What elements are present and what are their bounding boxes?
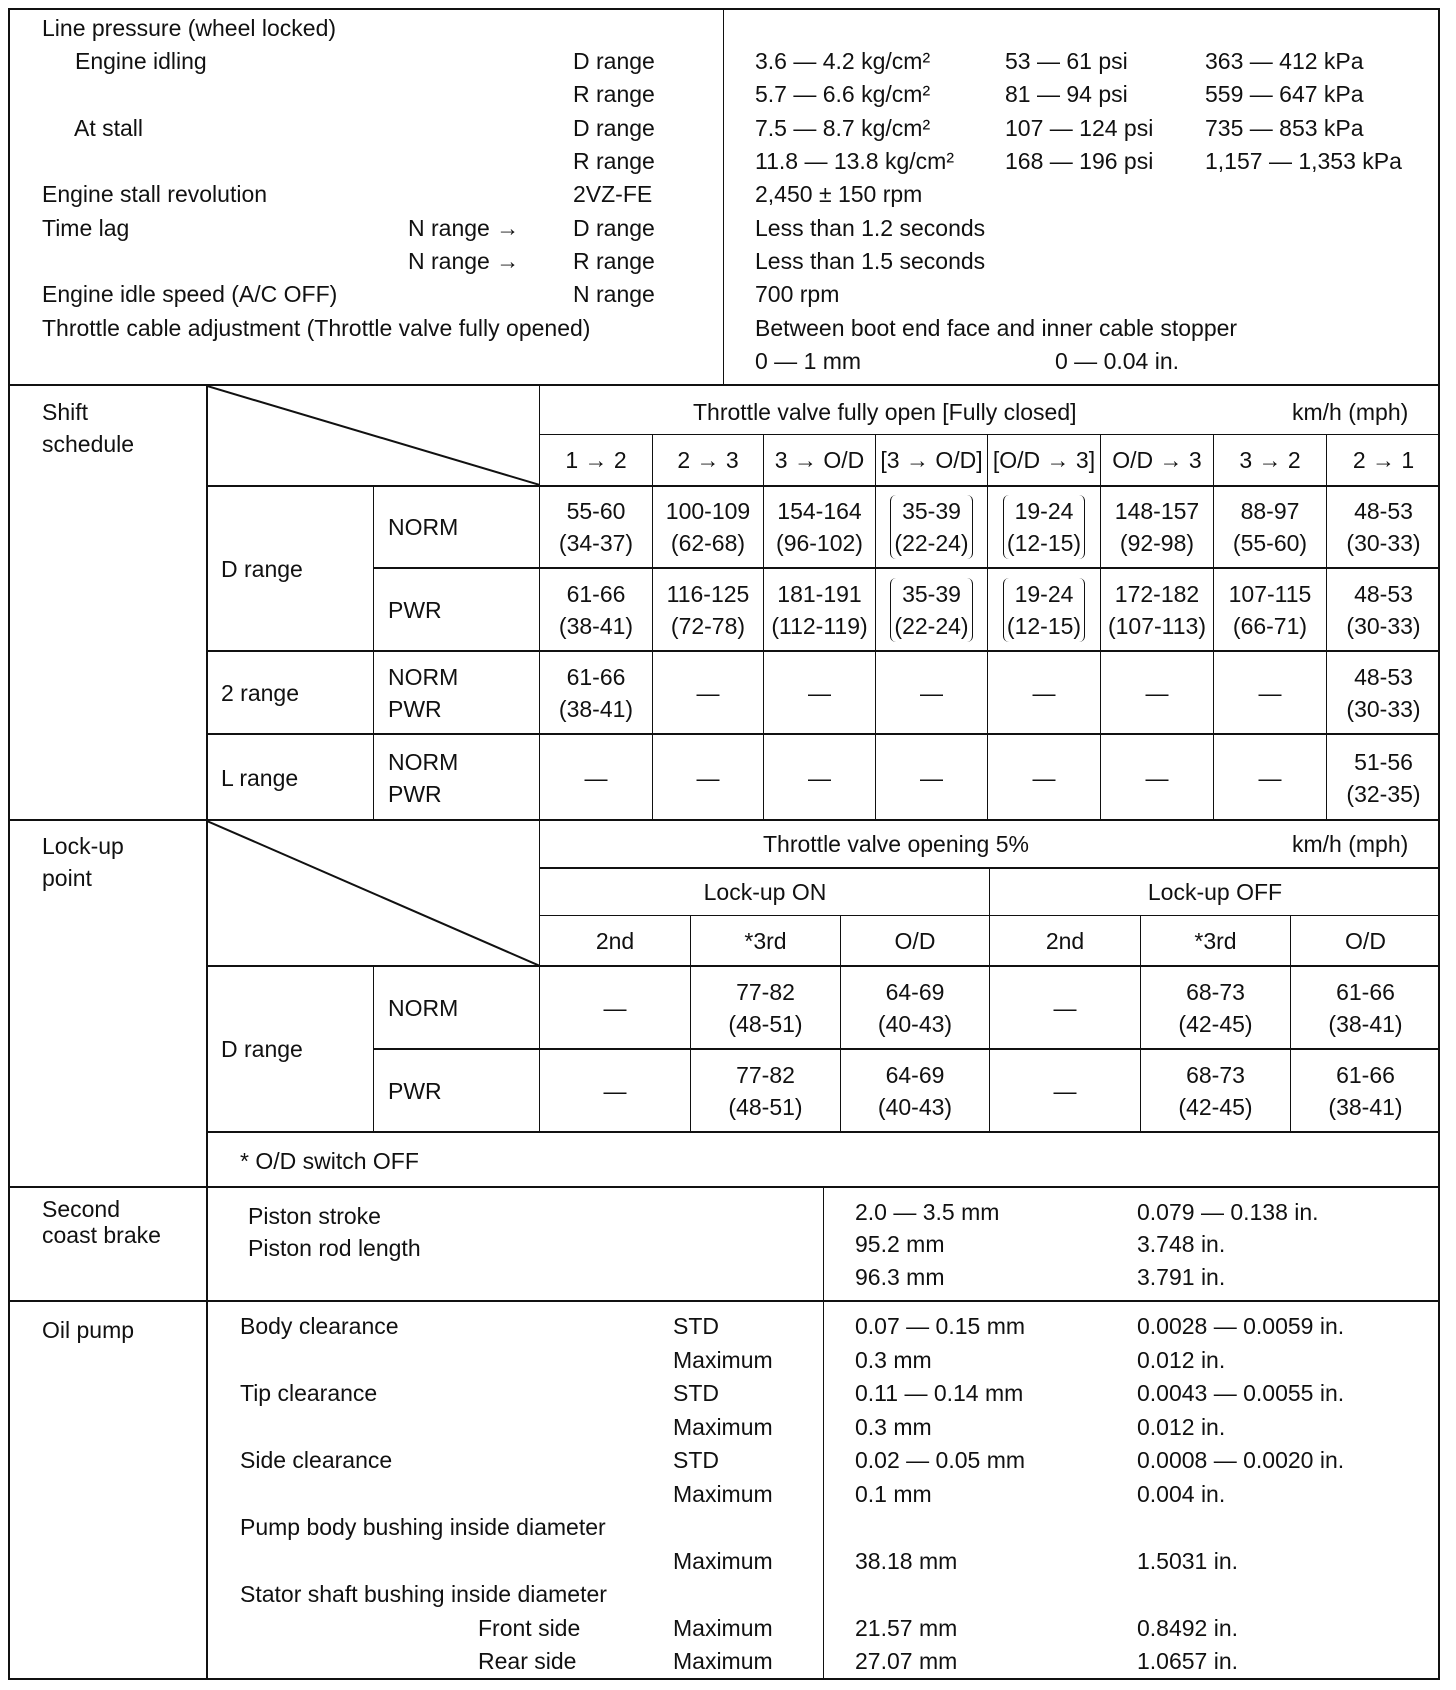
at-stall-label: At stall xyxy=(74,115,144,141)
value-in: 1.0657 in. xyxy=(1137,1648,1239,1674)
value-psi: 107 — 124 psi xyxy=(1005,115,1154,141)
lockup-cell xyxy=(990,967,1140,1048)
shift-cell xyxy=(988,735,1100,820)
lockup-cell xyxy=(691,967,840,1048)
value-kpa: 559 — 647 kPa xyxy=(1205,81,1364,107)
cond-label: R range xyxy=(573,248,655,274)
stall-rpm: 2,450 ± 150 rpm xyxy=(755,181,923,207)
value-psi: 168 — 196 psi xyxy=(1005,148,1154,174)
kmh-value: 64-69 xyxy=(885,1061,945,1088)
value-in: 0.8492 in. xyxy=(1137,1614,1239,1641)
range-label: D range xyxy=(221,1036,303,1062)
kmh-value: — xyxy=(808,764,831,791)
from-range: N range → xyxy=(408,248,520,274)
shift-cell xyxy=(1101,652,1213,733)
kmh-value: — xyxy=(1053,1077,1077,1104)
condition-label: Maximum xyxy=(673,1547,773,1574)
lockup-cell xyxy=(691,1050,840,1131)
spec-label: Body clearance xyxy=(240,1313,399,1339)
mode-label: PWR xyxy=(388,1077,442,1104)
kmh-value: — xyxy=(603,994,627,1021)
range-label: D range xyxy=(221,555,303,582)
mode-label: NORM xyxy=(388,994,459,1021)
shift-cell xyxy=(1101,569,1213,650)
mph-value: (48-51) xyxy=(728,1010,803,1037)
mph-value: (12-15) xyxy=(1006,530,1082,556)
condition-label: Maximum xyxy=(673,1413,773,1440)
kmh-value: 77-82 xyxy=(736,978,795,1005)
value-mm: 0.3 mm xyxy=(855,1346,932,1373)
sub-label: Rear side xyxy=(478,1648,577,1674)
shift-header: Throttle valve fully open [Fully closed] xyxy=(693,399,1077,425)
shift-cell xyxy=(876,735,987,820)
divider xyxy=(723,8,724,386)
shift-cell xyxy=(540,735,652,820)
kmh-value: 48-53 xyxy=(1354,580,1413,607)
kmh-value: 172-182 xyxy=(1114,580,1200,607)
value-kgcm2: 7.5 — 8.7 kg/cm² xyxy=(755,115,931,141)
mph-value: (32-35) xyxy=(1346,780,1421,807)
cable-in: 0 — 0.04 in. xyxy=(1055,348,1180,374)
column-header: 3 → O/D xyxy=(774,447,865,473)
mode-label: NORM xyxy=(388,514,459,540)
cond-label: D range xyxy=(573,115,655,141)
shift-cell xyxy=(540,652,652,733)
value-in: 0.0028 — 0.0059 in. xyxy=(1137,1313,1345,1339)
mph-value: (107-113) xyxy=(1107,612,1207,639)
point-label: point xyxy=(42,865,92,891)
column-header: 2 → 3 xyxy=(677,447,739,473)
kmh-value: — xyxy=(1053,994,1077,1021)
condition-label: STD xyxy=(673,1447,719,1473)
throttle-cable-label: Throttle cable adjustment (Throttle valve fully opened) xyxy=(42,315,591,341)
lockup-unit: km/h (mph) xyxy=(1292,831,1409,857)
column-header: 2nd xyxy=(1045,928,1085,954)
value-mm: 0.3 mm xyxy=(855,1413,932,1440)
shift-cell xyxy=(653,569,763,650)
shift-cell xyxy=(1327,735,1440,820)
kmh-value: — xyxy=(1145,764,1169,791)
column-header: [O/D → 3] xyxy=(992,447,1096,473)
cond-label: R range xyxy=(573,81,655,107)
shift-cell xyxy=(540,569,652,650)
kmh-value: — xyxy=(1258,679,1282,706)
footnote: * O/D switch OFF xyxy=(240,1148,419,1174)
mph-value: (30-33) xyxy=(1346,612,1421,639)
shift-cell xyxy=(876,569,987,650)
mph-value: (34-37) xyxy=(558,530,634,556)
cond-label: R range xyxy=(573,148,655,174)
shift-cell xyxy=(1101,487,1213,567)
kmh-value: 181-191 xyxy=(777,580,862,607)
value-mm: 0.02 — 0.05 mm xyxy=(855,1447,1026,1473)
condition-label: Maximum xyxy=(673,1648,773,1674)
lockup-cell xyxy=(540,1050,690,1131)
kmh-value: 77-82 xyxy=(736,1061,795,1088)
kmh-value: 116-125 xyxy=(666,580,750,607)
mode-label: NORM PWR xyxy=(388,663,459,722)
cond-label: N range xyxy=(573,281,655,307)
shift-cell xyxy=(876,487,987,567)
kmh-value: — xyxy=(920,764,943,791)
column-header: [3 → O/D] xyxy=(880,447,983,473)
value-in: 0.012 in. xyxy=(1137,1346,1226,1373)
time-lag-d: Less than 1.2 seconds xyxy=(755,215,986,241)
divider xyxy=(207,1131,1440,1133)
shift-cell xyxy=(1214,569,1326,650)
mph-value: (22-24) xyxy=(894,530,969,556)
shift-cell xyxy=(653,652,763,733)
value-in: 3.791 in. xyxy=(1137,1264,1226,1290)
kmh-value: 154-164 xyxy=(777,498,862,524)
value-psi: 53 — 61 psi xyxy=(1005,48,1128,74)
scb-label-2: coast brake xyxy=(42,1222,161,1248)
kmh-value: 19-24 xyxy=(1014,580,1074,607)
value-kpa: 1,157 — 1,353 kPa xyxy=(1205,148,1402,174)
shift-cell xyxy=(540,487,652,567)
shift-cell xyxy=(1101,735,1213,820)
shift-unit: km/h (mph) xyxy=(1292,399,1409,425)
group-lockup-on: Lock-up ON xyxy=(703,879,827,905)
kmh-value: 51-56 xyxy=(1354,748,1413,775)
lockup-cell xyxy=(841,1050,989,1131)
oil-pump-label: Oil pump xyxy=(42,1317,135,1343)
shift-cell xyxy=(1214,487,1326,567)
shift-cell xyxy=(1214,652,1326,733)
mph-value: (40-43) xyxy=(877,1010,953,1037)
lockup-cell xyxy=(841,967,989,1048)
kmh-value: 148-157 xyxy=(1114,498,1200,524)
value-in: 3.748 in. xyxy=(1137,1231,1226,1257)
kmh-value: — xyxy=(1032,679,1056,706)
value-psi: 81 — 94 psi xyxy=(1005,81,1128,107)
kmh-value: 61-66 xyxy=(1336,978,1395,1005)
spec-label: Side clearance xyxy=(240,1447,393,1473)
kmh-value: 100-109 xyxy=(665,498,751,524)
lockup-cell xyxy=(540,967,690,1048)
value-kpa: 363 — 412 kPa xyxy=(1205,48,1364,74)
mph-value: (66-71) xyxy=(1232,612,1308,639)
cond-label: D range xyxy=(573,215,655,241)
mph-value: (30-33) xyxy=(1346,530,1421,556)
mph-value: (42-45) xyxy=(1178,1093,1253,1120)
shift-cell xyxy=(764,652,875,733)
mph-value: (12-15) xyxy=(1006,612,1082,639)
engine-idling-label: Engine idling xyxy=(75,48,207,74)
mph-value: (48-51) xyxy=(728,1093,803,1120)
kmh-value: — xyxy=(696,679,720,706)
value-mm: 21.57 mm xyxy=(855,1614,958,1641)
divider xyxy=(206,1187,208,1680)
value-mm: 96.3 mm xyxy=(855,1264,945,1290)
cable-description: Between boot end face and inner cable stopper xyxy=(755,315,1238,341)
mph-value: (72-78) xyxy=(670,612,746,639)
column-header: *3rd xyxy=(744,928,787,954)
column-header: 2nd xyxy=(595,928,635,954)
kmh-value: 68-73 xyxy=(1186,1061,1245,1088)
column-header: O/D xyxy=(894,928,936,954)
piston-stroke-label: Piston stroke xyxy=(248,1203,381,1229)
column-header: O/D xyxy=(1345,928,1386,954)
mph-value: (112-119) xyxy=(771,612,868,639)
value-in: 1.5031 in. xyxy=(1137,1547,1239,1574)
time-lag-r: Less than 1.5 seconds xyxy=(755,248,986,274)
range-label: L range xyxy=(221,764,299,791)
kmh-value: 55-60 xyxy=(566,498,626,524)
value-in: 0.004 in. xyxy=(1137,1480,1226,1507)
lockup-cell xyxy=(1141,1050,1290,1131)
shift-cell xyxy=(988,487,1100,567)
column-header: 1 → 2 xyxy=(565,447,627,473)
mph-value: (62-68) xyxy=(670,530,746,556)
spec-label: Stator shaft bushing inside diameter xyxy=(240,1581,607,1607)
kmh-value: 61-66 xyxy=(1336,1061,1395,1088)
mph-value: (38-41) xyxy=(1328,1093,1403,1120)
from-range: N range → xyxy=(408,215,520,241)
value-in: 0.0043 — 0.0055 in. xyxy=(1137,1380,1345,1406)
column-header: 2 → 1 xyxy=(1352,447,1415,473)
lockup-cell xyxy=(1291,1050,1440,1131)
divider xyxy=(823,1187,824,1680)
kmh-value: 64-69 xyxy=(885,978,945,1005)
kmh-value: — xyxy=(696,764,720,791)
value-in: 0.0008 — 0.0020 in. xyxy=(1137,1447,1345,1473)
mph-value: (30-33) xyxy=(1346,695,1421,722)
kmh-value: 107-115 xyxy=(1228,580,1312,607)
mph-value: (22-24) xyxy=(894,612,969,639)
diagonal-header-cell xyxy=(207,385,540,485)
shift-cell xyxy=(988,569,1100,650)
diagonal-header-cell xyxy=(207,820,540,966)
column-header: *3rd xyxy=(1194,928,1237,954)
value-mm: 0.07 — 0.15 mm xyxy=(855,1313,1026,1339)
piston-rod-label: Piston rod length xyxy=(248,1235,421,1261)
shift-cell xyxy=(988,652,1100,733)
kmh-value: 61-66 xyxy=(566,580,626,607)
kmh-value: — xyxy=(808,679,831,706)
cond-label: D range xyxy=(573,48,655,74)
kmh-value: — xyxy=(1032,764,1056,791)
column-header: O/D → 3 xyxy=(1112,447,1202,473)
shift-cell xyxy=(1327,487,1440,567)
shift-cell xyxy=(764,735,875,820)
lockup-cell xyxy=(990,1050,1140,1131)
mode-label: NORM PWR xyxy=(388,748,459,807)
mph-value: (96-102) xyxy=(776,530,863,556)
condition-label: STD xyxy=(673,1380,719,1406)
schedule-label: schedule xyxy=(42,431,135,457)
mph-value: (38-41) xyxy=(1328,1010,1403,1037)
kmh-value: 68-73 xyxy=(1186,978,1245,1005)
shift-cell xyxy=(1327,652,1440,733)
shift-cell xyxy=(653,735,763,820)
time-lag-label: Time lag xyxy=(42,215,130,241)
kmh-value: 48-53 xyxy=(1354,663,1413,690)
mph-value: (38-41) xyxy=(558,612,634,639)
kmh-value: — xyxy=(584,764,608,791)
value-in: 0.012 in. xyxy=(1137,1413,1226,1440)
engine-code: 2VZ-FE xyxy=(573,181,653,207)
mode-label: PWR xyxy=(388,596,442,623)
shift-cell xyxy=(1214,735,1326,820)
lockup-cell xyxy=(1291,967,1440,1048)
kmh-value: 35-39 xyxy=(902,498,961,524)
sub-label: Front side xyxy=(478,1614,581,1641)
value-mm: 0.1 mm xyxy=(855,1480,932,1507)
mph-value: (38-41) xyxy=(558,695,634,722)
mph-value: (55-60) xyxy=(1232,530,1308,556)
shift-cell xyxy=(764,487,875,567)
kmh-value: 88-97 xyxy=(1240,498,1300,524)
lockup-header: Throttle valve opening 5% xyxy=(763,831,1029,857)
lockup-label: Lock-up xyxy=(42,833,124,859)
value-mm: 27.07 mm xyxy=(855,1648,958,1674)
condition-label: STD xyxy=(673,1313,719,1339)
kmh-value: 61-66 xyxy=(566,663,626,690)
scb-label-1: Second xyxy=(42,1196,121,1222)
shift-label: Shift xyxy=(42,399,89,425)
shift-cell xyxy=(653,487,763,567)
cable-mm: 0 — 1 mm xyxy=(755,348,862,374)
mph-value: (40-43) xyxy=(877,1093,953,1120)
shift-cell xyxy=(764,569,875,650)
value-in: 0.079 — 0.138 in. xyxy=(1137,1199,1319,1225)
column-header: 3 → 2 xyxy=(1239,447,1301,473)
kmh-value: 35-39 xyxy=(902,580,961,607)
section-divider xyxy=(8,1300,1440,1302)
spec-label: Pump body bushing inside diameter xyxy=(240,1514,606,1540)
kmh-value: — xyxy=(1145,679,1169,706)
value-kpa: 735 — 853 kPa xyxy=(1205,115,1364,141)
range-label: 2 range xyxy=(221,679,300,706)
spec-label: Tip clearance xyxy=(240,1380,378,1406)
idle-speed-label: Engine idle speed (A/C OFF) xyxy=(42,281,338,307)
kmh-value: — xyxy=(603,1077,627,1104)
mph-value: (92-98) xyxy=(1119,530,1195,556)
kmh-value: 19-24 xyxy=(1014,498,1074,524)
condition-label: Maximum xyxy=(673,1614,773,1641)
value-mm: 0.11 — 0.14 mm xyxy=(855,1380,1024,1406)
value-mm: 38.18 mm xyxy=(855,1547,958,1574)
kmh-value: — xyxy=(920,679,943,706)
condition-label: Maximum xyxy=(673,1480,773,1507)
section-divider xyxy=(8,1186,1440,1188)
stall-revolution-label: Engine stall revolution xyxy=(42,181,268,207)
value-kgcm2: 3.6 — 4.2 kg/cm² xyxy=(755,48,931,74)
idle-rpm: 700 rpm xyxy=(755,281,840,307)
kmh-value: 48-53 xyxy=(1354,498,1413,524)
lockup-cell xyxy=(1141,967,1290,1048)
kmh-value: — xyxy=(1258,764,1282,791)
value-kgcm2: 5.7 — 6.6 kg/cm² xyxy=(755,81,931,107)
condition-label: Maximum xyxy=(673,1346,773,1373)
group-lockup-off: Lock-up OFF xyxy=(1147,879,1283,905)
value-mm: 2.0 — 3.5 mm xyxy=(855,1199,1000,1225)
mph-value: (42-45) xyxy=(1178,1010,1253,1037)
shift-cell xyxy=(876,652,987,733)
value-kgcm2: 11.8 — 13.8 kg/cm² xyxy=(755,148,954,174)
shift-cell xyxy=(1327,569,1440,650)
line-pressure-label: Line pressure (wheel locked) xyxy=(42,15,337,41)
value-mm: 95.2 mm xyxy=(855,1231,945,1257)
